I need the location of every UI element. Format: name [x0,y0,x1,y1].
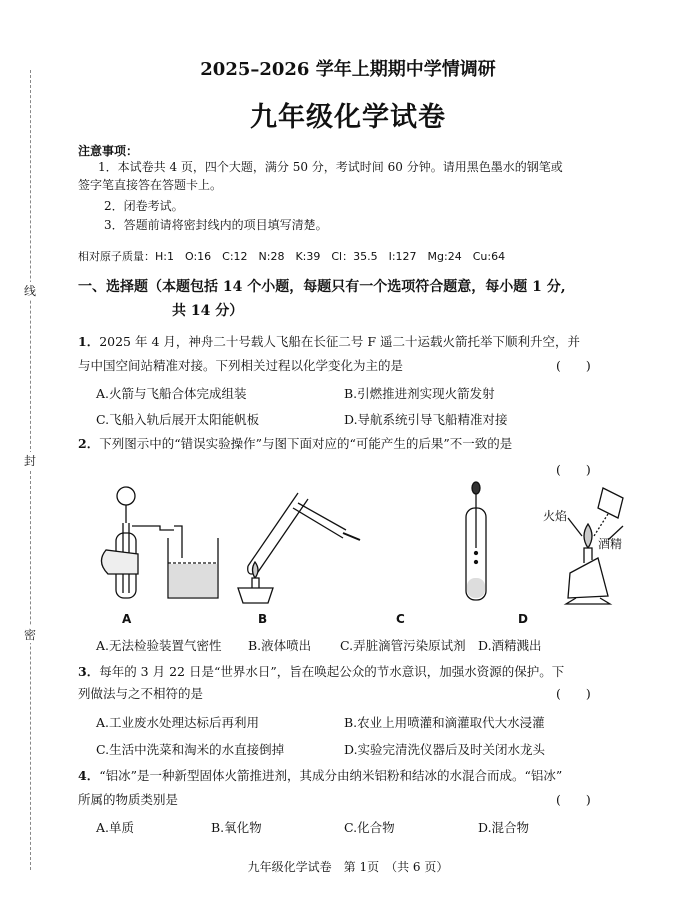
q3-option-c[interactable]: C.生活中洗菜和淘米的水直接倒掉 [96,742,285,757]
question-4-line1 [78,766,618,786]
q2-option-b[interactable]: B.液体喷出 [248,638,312,653]
q4-option-d[interactable]: D.混合物 [478,820,530,835]
section-heading: 一、选择题（本题包括 14 个小题，每题只有一个选项符合题意，每小题 1 分, [78,279,566,295]
answer-bracket[interactable]: ( ) [556,358,591,373]
q2-option-c[interactable]: C.弄脏滴管污染原试剂 [340,638,466,653]
question-text: 下列图示中的“错误实验操作”与图下面对应的“可能产生的后果”不一致的是 [99,436,513,451]
margin-label-xian: 线 [20,282,40,299]
note-item-3: 3．答题前请将密封线内的项目填写清楚。 [104,218,328,232]
figure-label-b: B [258,612,268,626]
q4-option-c[interactable]: C.化合物 [344,820,395,835]
q3-option-d[interactable]: D.实验完清洗仪器后及时关闭水龙头 [344,742,546,757]
exam-title: 九年级化学试卷 [250,102,446,133]
q1-option-b[interactable]: B.引燃推进剂实现火箭发射 [344,386,495,401]
binding-line [30,70,31,870]
q4-option-a[interactable]: A.单质 [96,820,135,835]
question-3-line1 [78,662,618,682]
q1-option-c[interactable]: C.飞船入轨后展开太阳能帆板 [96,412,260,427]
page-footer: 九年级化学试卷 第 1页 （共 6 页） [247,860,449,874]
answer-bracket[interactable]: ( ) [556,686,591,701]
figure-label-fire: 火焰 [543,509,568,523]
question-number: 3． [78,664,100,679]
question-2-line1 [78,434,618,454]
q3-option-b[interactable]: B.农业上用喷灌和滴灌取代大水浸灌 [344,715,545,730]
question-number: 2． [78,436,100,451]
question-1-line1 [78,332,618,352]
answer-bracket[interactable]: ( ) [556,792,591,807]
question-1-line2: 与中国空间站精准对接。下列相关过程以化学变化为主的是 [78,358,404,373]
figure-label-c: C [396,612,405,626]
figure-a-airtight-check [101,487,218,598]
q2-option-a[interactable]: A.无法检验装置气密性 [96,638,222,653]
figure-c-dropper [466,482,486,600]
q2-option-d[interactable]: D.酒精溅出 [478,638,542,653]
question-text: 2025 年 4 月，神舟二十号载人飞船在长征二号 F 遥二十运载火箭托举下顺利升空，并 [99,334,581,349]
notes-heading: 注意事项： [78,144,139,158]
figure-label-d: D [518,612,528,626]
figure-label-a: A [122,612,132,626]
note-item-1-cont: 签字笔直接答在答题卡上。 [78,178,223,192]
question-text: 每年的 3 月 22 日是“世界水日”，旨在唤起公众的节水意识，加强水资源的保护。下 [99,664,565,679]
margin-label-mi: 密 [20,626,40,643]
question-4-line2: 所属的物质类别是 [78,792,179,807]
q1-option-d[interactable]: D.导航系统引导飞船精准对接 [344,412,508,427]
section-heading-cont: 共 14 分） [172,303,244,319]
question-3-line2: 列做法与之不相符的是 [78,686,204,701]
answer-bracket[interactable]: ( ) [556,462,591,477]
q4-option-b[interactable]: B.氧化物 [211,820,262,835]
note-item-2: 2．闭卷考试。 [104,199,184,213]
atomic-masses: 相对原子质量：H:1 O:16 C:12 N:28 K:39 Cl：35.5 I:127 Mg:24 Cu:64 [78,250,506,263]
exam-subtitle: 2025–2026 学年上期期中学情调研 [200,59,496,80]
question-number: 1． [78,334,100,349]
q3-option-a[interactable]: A.工业废水处理达标后再利用 [96,715,260,730]
note-item-1: 1．本试卷共 4 页，四个大题，满分 50 分，考试时间 60 分钟。请用黑色墨水的钢笔或 [98,160,563,174]
question-text: “铝冰”是一种新型固体火箭推进剂，其成分由纳米铝粉和结冰的水混合而成。“铝冰” [99,768,563,783]
question-number: 4． [78,768,100,783]
q1-option-a[interactable]: A.火箭与飞船合体完成组装 [96,386,247,401]
figure-b-heating-liquid [238,493,360,603]
experiment-diagrams [98,478,623,608]
margin-label-feng: 封 [20,452,40,469]
figure-label-alcohol: 酒精 [598,537,623,551]
